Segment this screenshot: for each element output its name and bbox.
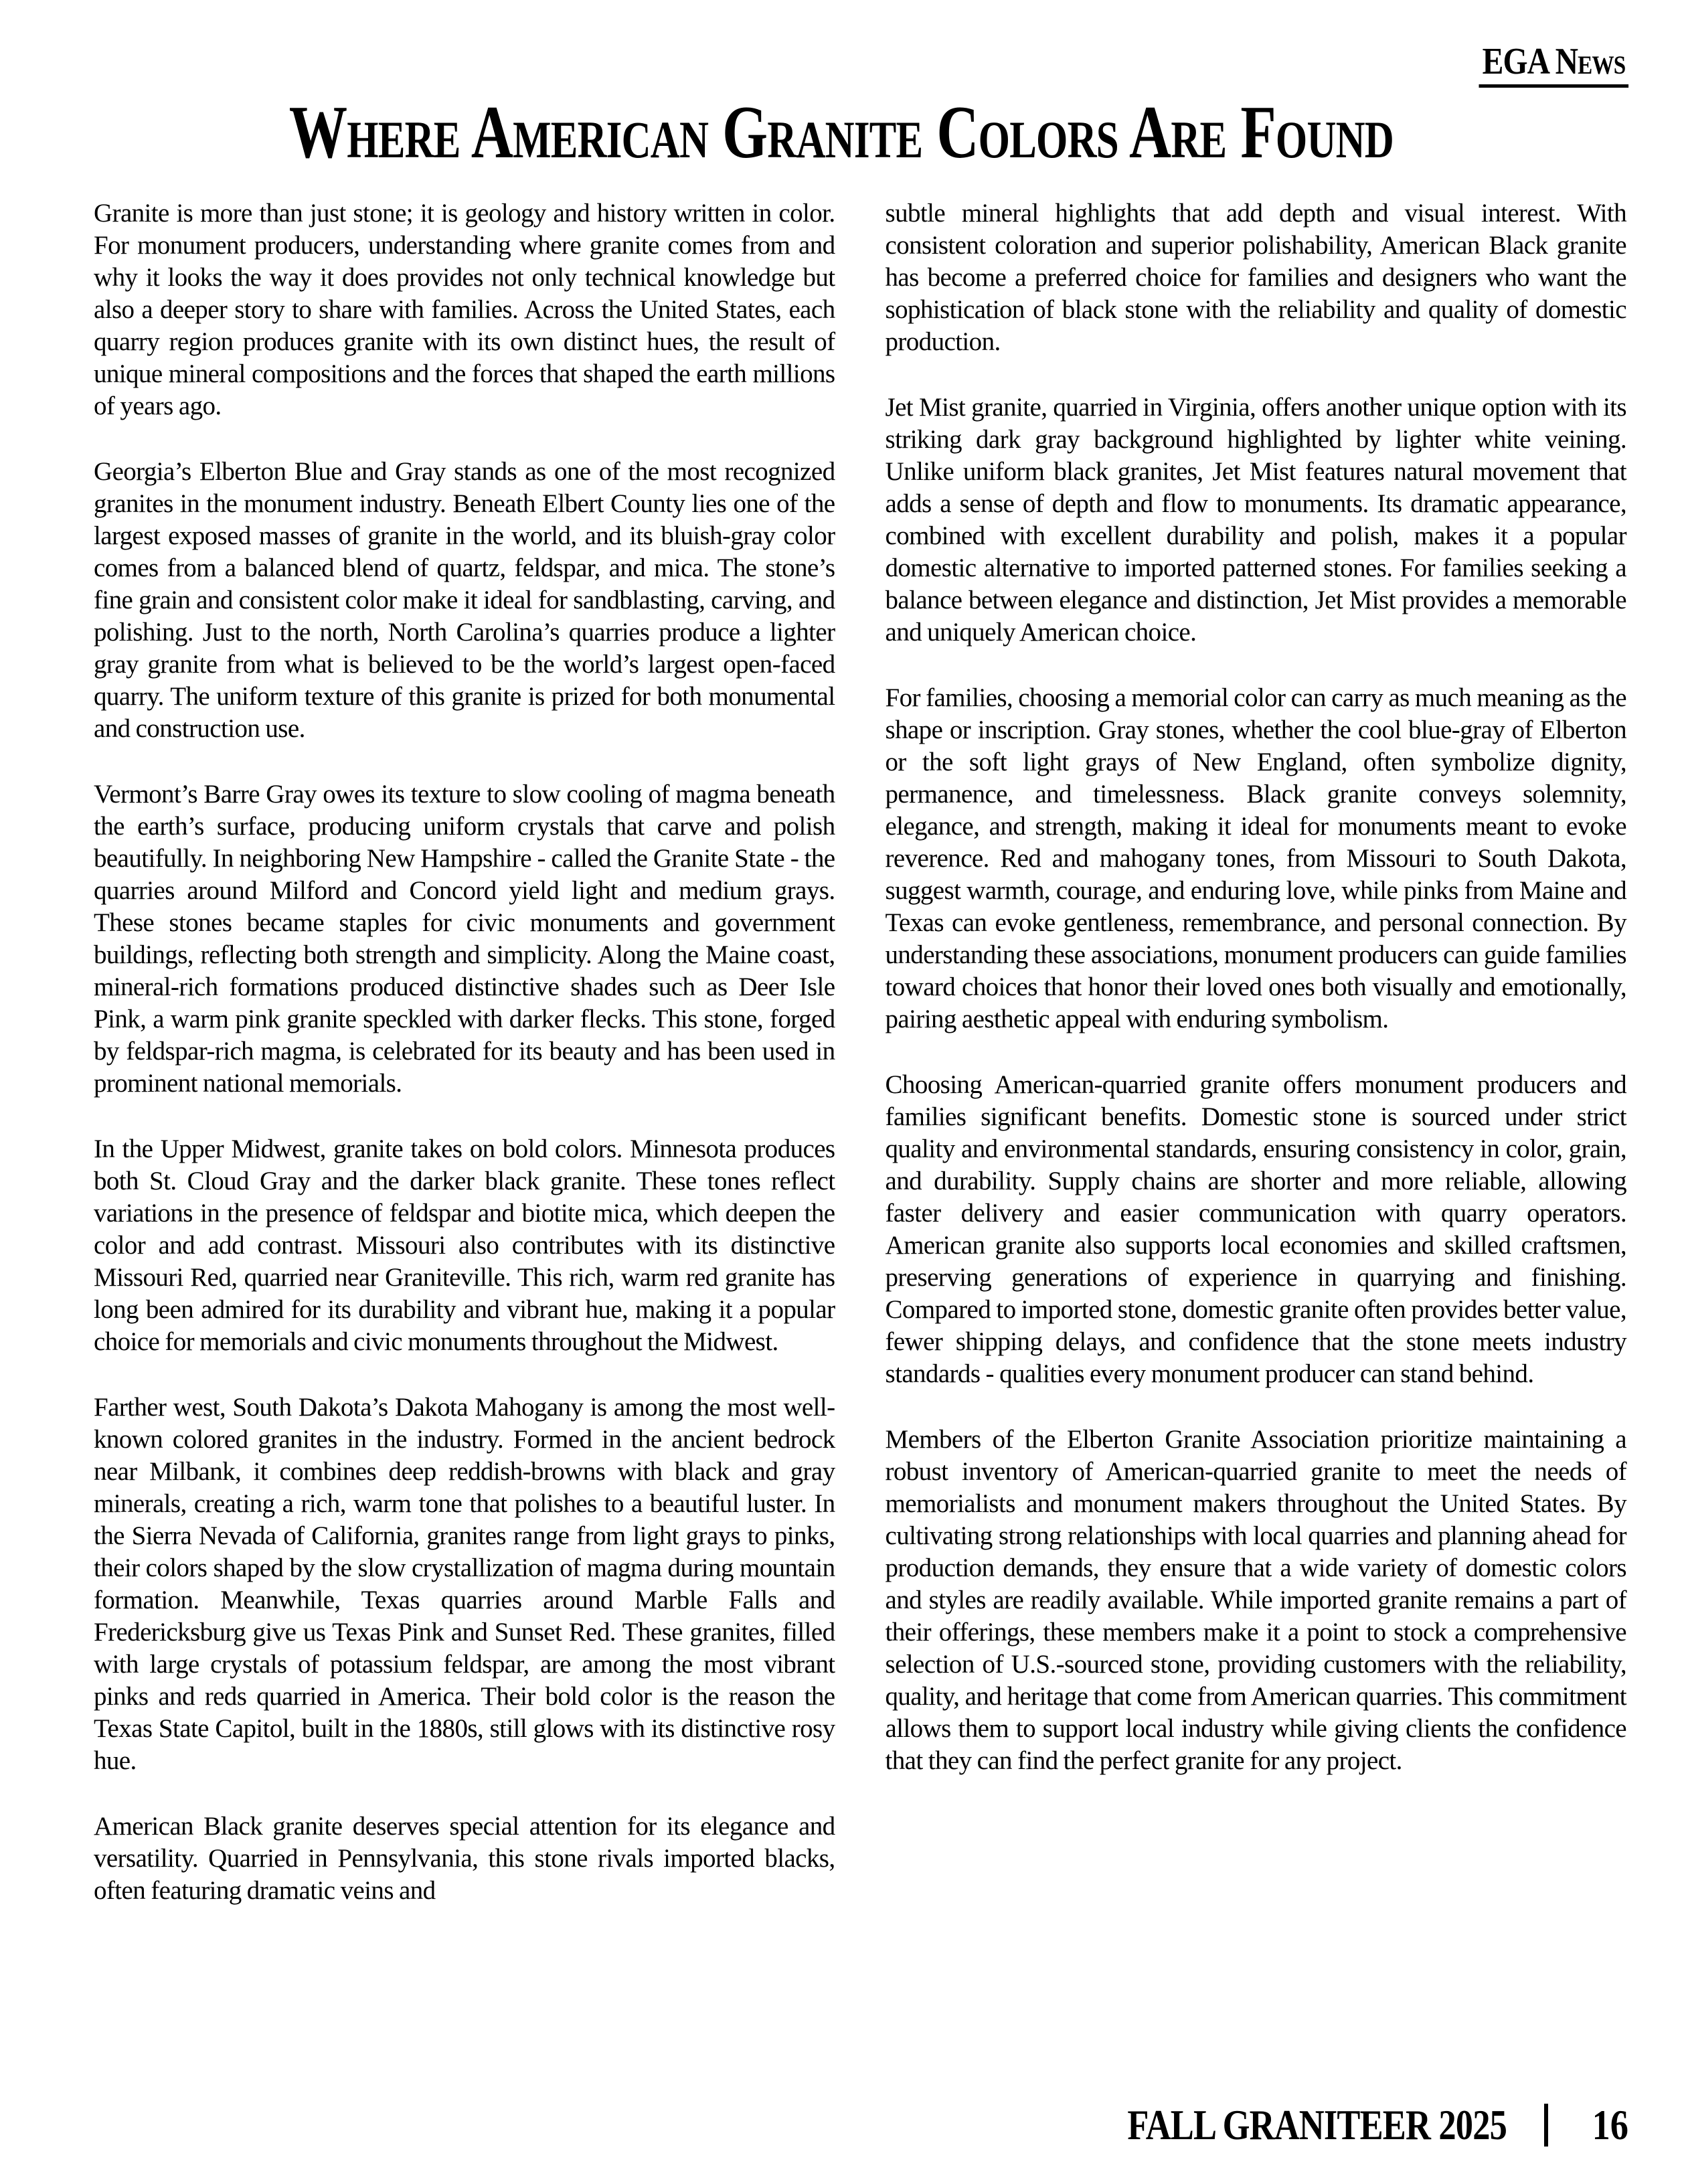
publication-name: FALL GRANITEER 2025 — [1127, 2101, 1507, 2149]
article-body — [94, 197, 1626, 1907]
paragraph: In the Upper Midwest, granite takes on bold colors. Minnesota produces both St. Cloud Gray and the darker black granite. These tones reflect variations in the presence of feldspar and biotite mica, which deepen the color and add contrast. Missouri also contributes with its distinctive Missouri Red, quarried near Graniteville. This rich, warm red granite has long been admired for its durability and vibrant hue, making it a popular choice for memorials and civic monuments throughout the Midwest. — [94, 1135, 835, 1356]
paragraph: Choosing American-quarried granite offers monument producers and families significant benefits. Domestic stone is sourced under strict quality and environmental standards, ensuring consistency in color, grain, and durability. Supply chains are shorter and more reliable, allowing faster delivery and easier communication with quarry operators. American granite also supports local economies and skilled craftsmen, preserving generations of experience in quarrying and finishing. Compared to imported stone, domestic granite often provides better value, fewer shipping delays, and confidence that the stone meets industry standards - qualities every monument producer can stand behind. — [885, 1070, 1626, 1388]
paragraph: Granite is more than just stone; it is geology and history written in color. For monument producers, understanding where granite comes from and why it looks the way it does provides not only technical knowledge but also a deeper story to share with families. Across the United States, each quarry region produces granite with its own distinct hues, the result of unique mineral compositions and the forces that shaped the earth millions of years ago. — [94, 199, 835, 420]
paragraph: Jet Mist granite, quarried in Virginia, offers another unique option with its striking dark gray background highlighted by lighter white veining. Unlike uniform black granites, Jet Mist features natural movement that adds a sense of depth and flow to monuments. Its dramatic appearance, combined with excellent durability and polish, makes it a popular domestic alternative to imported patterned stones. For families seeking a balance between elegance and distinction, Jet Mist provides a memorable and uniquely American choice. — [885, 393, 1626, 647]
left-column — [94, 197, 835, 1907]
brand-masthead — [1452, 43, 1628, 88]
page-number: 16 — [1592, 2101, 1628, 2149]
brand-text: EGA News — [1479, 43, 1628, 88]
paragraph: Vermont’s Barre Gray owes its texture to slow cooling of magma beneath the earth’s surface, producing uniform crystals that carve and polish beautifully. In neighboring New Hampshire - called the Granite State - the quarries around Milford and Concord yield light and medium grays. These stones became staples for civic monuments and government buildings, reflecting both strength and simplicity. Along the Maine coast, mineral-rich formations produced distinctive shades such as Deer Isle Pink, a warm pink granite speckled with darker flecks. This stone, forged by feldspar-rich magma, is celebrated for its beauty and has been used in prominent national memorials. — [94, 780, 835, 1098]
article-title — [0, 91, 1682, 174]
article-title-text: Where American Granite Colors Are Found — [288, 91, 1394, 174]
paragraph: Farther west, South Dakota’s Dakota Mahogany is among the most well-known colored granites in the industry. Formed in the ancient bedrock near Milbank, it combines deep reddish-browns with black and gray minerals, creating a rich, warm tone that polishes to a beautiful luster. In the Sierra Nevada of California, granites range from light grays to pinks, their colors shaped by the slow crystallization of magma during mountain formation. Meanwhile, Texas quarries around Marble Falls and Fredericksburg give us Texas Pink and Sunset Red. These granites, filled with large crystals of potassium feldspar, are among the most vibrant pinks and reds quarried in America. Their bold color is the reason the Texas State Capitol, built in the 1880s, still glows with its distinctive rosy hue. — [94, 1393, 835, 1775]
page-footer — [1044, 2101, 1628, 2149]
paragraph: Members of the Elberton Granite Association prioritize maintaining a robust inventory of American-quarried granite to meet the needs of memorialists and monument makers throughout the United States. By cultivating strong relationships with local quarries and planning ahead for production demands, they ensure that a wide variety of domestic colors and styles are readily available. While imported granite remains a part of their offerings, these members make it a point to stock a comprehensive selection of U.S.-sourced stone, providing customers with the reliability, quality, and heritage that come from American quarries. This commitment allows them to support local industry while giving clients the confidence that they can find the perfect granite for any project. — [885, 1425, 1626, 1775]
right-column — [886, 197, 1627, 1907]
footer-divider — [1544, 2104, 1548, 2147]
paragraph: For families, choosing a memorial color can carry as much meaning as the shape or inscription. Gray stones, whether the cool blue-gray of Elberton or the soft light grays of New England, often symbolize dignity, permanence, and timelessness. Black granite conveys solemnity, elegance, and strength, making it ideal for monuments meant to evoke reverence. Red and mahogany tones, from Missouri to South Dakota, suggest warmth, courage, and enduring love, while pinks from Maine and Texas can evoke gentleness, remembrance, and personal connection. By understanding these associations, monument producers can guide families toward choices that honor their loved ones both visually and emotionally, pairing aesthetic appeal with enduring symbolism. — [885, 683, 1626, 1033]
paragraph: American Black granite deserves special attention for its elegance and versatility. Quarried in Pennsylvania, this stone rivals imported blacks, often featuring dramatic veins and — [94, 1812, 835, 1905]
paragraph: Georgia’s Elberton Blue and Gray stands as one of the most recognized granites in the monument industry. Beneath Elbert County lies one of the largest exposed masses of granite in the world, and its bluish-gray color comes from a balanced blend of quartz, feldspar, and mica. The stone’s fine grain and consistent color make it ideal for sandblasting, carving, and polishing. Just to the north, North Carolina’s quarries produce a lighter gray granite from what is believed to be the world’s largest open-faced quarry. The uniform texture of this granite is prized for both monumental and construction use. — [94, 457, 835, 743]
paragraph: subtle mineral highlights that add depth and visual interest. With consistent coloration and superior polishability, American Black granite has become a preferred choice for families and designers who want the sophistication of black stone with the reliability and quality of domestic production. — [885, 199, 1626, 356]
